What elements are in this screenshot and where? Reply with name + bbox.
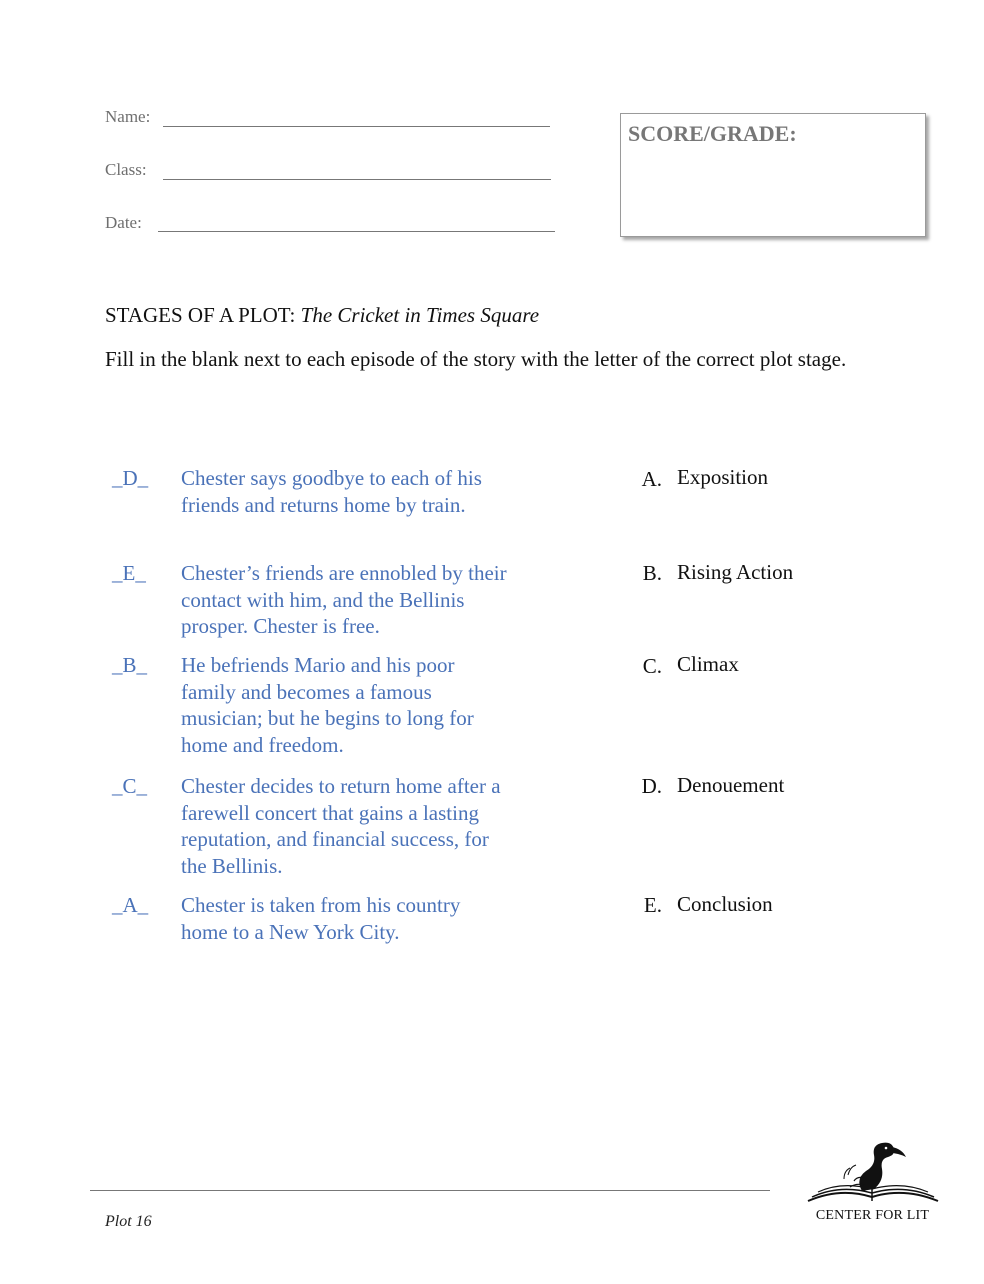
date-label: Date: bbox=[105, 213, 142, 232]
footer-divider bbox=[90, 1190, 770, 1191]
episode-text: He befriends Mario and his poor family and becomes a famous musician; but he begins to long for home and freedom. bbox=[181, 653, 474, 757]
page-number: Plot 16 bbox=[105, 1213, 152, 1230]
stage-letter: A. bbox=[641, 467, 662, 491]
instructions: Fill in the blank next to each episode of the story with the letter of the correct plot stage. bbox=[105, 347, 847, 371]
name-label: Name: bbox=[105, 107, 151, 126]
episode-answer[interactable]: _E_ bbox=[112, 561, 146, 585]
stage-letter: E. bbox=[643, 893, 662, 917]
stage-letter: B. bbox=[642, 561, 662, 585]
title-prefix: STAGES OF A PLOT: bbox=[105, 303, 301, 327]
episode-answer[interactable]: _A_ bbox=[112, 893, 149, 917]
stage-name: Rising Action bbox=[677, 560, 794, 584]
date-field-line[interactable] bbox=[158, 231, 555, 232]
class-field-line[interactable] bbox=[163, 179, 551, 180]
score-grade-label: SCORE/GRADE: bbox=[628, 121, 797, 146]
stage-name: Conclusion bbox=[677, 892, 773, 916]
stage-name: Exposition bbox=[677, 465, 769, 489]
episode-text: Chester is taken from his country home to a New York City. bbox=[181, 893, 461, 944]
pelican-book-icon bbox=[800, 1135, 945, 1207]
score-grade-box[interactable] bbox=[620, 113, 926, 237]
worksheet-title bbox=[105, 303, 539, 328]
episode-text: Chester says goodbye to each of his friends and returns home by train. bbox=[181, 466, 482, 517]
stage-name: Denouement bbox=[677, 773, 785, 797]
episode-answer[interactable]: _D_ bbox=[112, 466, 149, 490]
name-field-line[interactable] bbox=[163, 126, 550, 127]
episode-text: Chester decides to return home after a farewell concert that gains a lasting reputation, and financial success, for the Bellinis. bbox=[181, 774, 501, 878]
class-label: Class: bbox=[105, 160, 147, 179]
episode-answer[interactable]: _B_ bbox=[112, 653, 148, 677]
logo-text: CENTER FOR LIT bbox=[815, 1208, 930, 1223]
episode-text: Chester’s friends are ennobled by their contact with him, and the Bellinis prosper. Chester is free. bbox=[181, 561, 507, 638]
stage-name: Climax bbox=[677, 652, 739, 676]
center-for-lit-logo bbox=[800, 1135, 945, 1230]
episode-answer[interactable]: _C_ bbox=[112, 774, 148, 798]
book-title: The Cricket in Times Square bbox=[300, 303, 540, 327]
stage-letter: C. bbox=[642, 654, 662, 678]
stage-letter: D. bbox=[641, 774, 662, 798]
